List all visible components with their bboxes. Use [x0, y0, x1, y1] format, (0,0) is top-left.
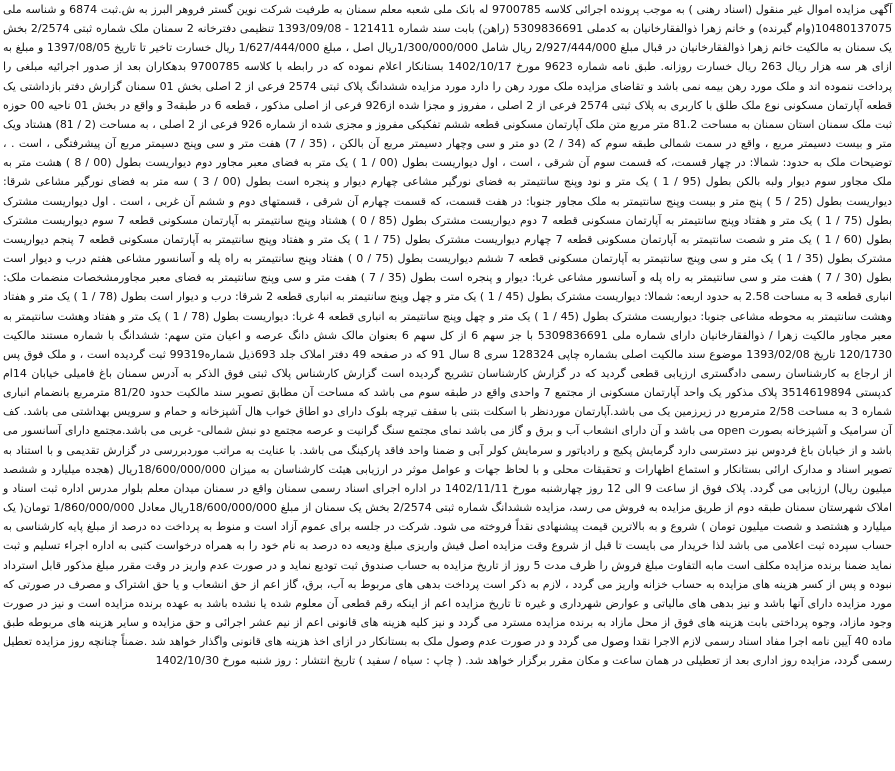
auction-notice-text: آگهی مزایده اموال غیر منقول (اسناد رهنی ) به موجب پرونده اجرائی کلاسه 9700785 له بانک ملی شعبه معلم سمنان به طرفیت شرکت نوین گستر فروهر البرز به ش.ثبت 6874 و شناسه ملی 10480137075(وام گیرنده) و خانم زهرا ذوالفقارخانیان به کدملی 5309836691 (راهن) بابت سند شماره 121411 - 1393/09/08 تنظیمی دفترخانه 2 سمنان ملک شماره ثبتی 2/2574 بخش یک سمنان به مالکیت خانم زهرا ذوالفقارخانیان در قبال مبلغ 2/927/444/000 ریال شامل 1/300/000/000ریال اصل ، مبلغ 1/627/444/000 ریال خسارت تاخیر تا تاریخ 1397/08/05 و مبلغ به ازای هر سه هزار ریال 263 ریال خسارت روزانه. طبق نامه شماره 9623 مورخ 1402/10/17 بستانکار اعلام نموده که در رابطه با کلاسه 9700785 بدهکاران بعد از صدور اجرائیه مبلغی را پرداخت ننموده اند و ملک مورد رهن بیمه نمی باشد و تقاضای مزایده ملک مورد رهن را دارد مورد مزایده ششدانگ پلاک ثبتی 2574 فرعی از 2 اصلی بخش 01 سمنان گزارش دفتر بازداشتی یک قطعه آپارتمان مسکونی نوع ملک طلق با کاربری به پلاک ثبتی 2574 فرعی از 2 اصلی ، مفروز و مجزا شده از926 فرعی از اصلی مذکور ، قطعه 6 در طبقه3 و واقع در بخش 01 ناحیه 00 حوزه ثبت ملک سمنان استان سمنان به مساحت 81.2 متر مربع متن ملک آپارتمان مسکونی قطعه ششم تفکیکی مفروز و مجزی شده از شماره 926 فرعی از 2 اصلی ، به مساحت (2 / 81) هشتاد ویک متر و بیست دسیمتر مربع ، واقع در سمت شمالی طبقه سوم که (34 / 2) دو متر و سی وچهار دسیمتر مربع آن بالکن ، (35 / 7) هفت متر و سی وپنج دسیمتر مربع آن پیشرفتگی ، است . ، توضیحات ملک به حدود: شمالا: در چهار قسمت، که قسمت سوم آن شرقی ، است ، اول دیواریست بطول (00 / 1 ) یک متر به فضای معبر مجاور دوم دیواریست بطول (00 / 8 ) هشت متر به ملک مجاور سوم دیوار ولبه بالکن بطول (95 / 1 ) یک متر و نود وپنج سانتیمتر به فضای نورگیر مشاعی چهارم دیوار و پنجره است بطول (00 / 3 ) سه متر به فضای نورگیر مشاعی شرقا: دیواریست بطول (25 / 5 ) پنج متر و بیست وپنج سانتیمتر به ملک مجاور جنوبا: در هفت قسمت، که قسمت چهارم آن شرقی ، قسمتهای دوم و ششم آن غربی ، است . اول دیواریست مشترک بطول (75 / 1 ) یک متر و هفتاد وپنج سانتیمتر به آپارتمان مسکونی قطعه 7 دوم دیواریست مشترک بطول (85 / 0 ) هشتاد وپنج سانتیمتر به آپارتمان مسکونی قطعه 7 سوم دیواریست مشترک بطول (60 / 1 ) یک متر و شصت سانتیمتر به آپارتمان مسکونی قطعه 7 چهارم دیواریست مشترک بطول (75 / 1 ) یک متر و هفتاد وپنج سانتیمتر به آپارتمان مسکونی قطعه 7 پنجم دیواریست مشترک بطول (35 / 1 ) یک متر و سی وپنج سانتیمتر به آپارتمان مسکونی قطعه 7 ششم دیواریست بطول (75 / 0 ) هفتاد وپنج سانتیمتر به راه پله و آسانسور مشاعی هفتم درب و دیوار است بطول (30 / 7 ) هفت متر و سی سانتیمتر به راه پله و آسانسور مشاعی غربا: دیوار و پنجره است بطول (35 / 7 ) هفت متر و سی وپنج سانتیمتر به فضای معبر مجاورمشخصات منضمات ملک: انباری قطعه 3 به مساحت 2.58 به حدود اربعه: شمالا: دیواریست مشترک بطول (45 / 1 ) یک متر و چهل وپنج سانتیمتر به انباری قطعه 2 شرقا: درب و دیوار است بطول (78 / 1 ) یک متر و هفتاد وهشت سانتیمتر به محوطه مشاعی جنوبا: دیواریست مشترک بطول (45 / 1 ) یک متر و چهل وپنج سانتیمتر به انباری قطعه 4 غربا: دیواریست بطول (78 / 1 ) یک متر و هفتاد وهشت سانتیمتر به معبر مجاور مالکیت زهرا / ذوالفقارخانیان دارای شماره ملی 5309836691 با جز سهم 6 از کل سهم 6 بعنوان مالک شش دانگ عرصه و اعیان متن سهم: ششدانگ با شماره مستند مالکیت 120/1730 تاریخ 1393/02/08 موضوع سند مالکیت اصلی بشماره چاپی 128324 سری 8 سال 91 که در صفحه 49 دفتر املاک جلد 693ذیل شماره99319 ثبت گردیده است ، و ملک فوق پس از ارجاع به کارشناسان رسمی دادگستری ارزیابی قطعی گردید که در گزارش کارشناسان تشریح گردیده است گزارش کارشناس پلاک ثبتی فوق الذکر به آدرس سمنان باغ فامیلی خیابان 14ام کدپستی 3514619894 پلاک مذکور یک واحد آپارتمان مسکونی از مجتمع 7 واحدی واقع در طبقه سوم می باشد که مساحت آن مطابق تصویر سند مالکیت حدود 81/20 مترمربع بانضمام انباری شماره 3 به مساحت 2/58 مترمربع در زیرزمین یک می باشد.آپارتمان موردنظر با اسکلت بتنی با سقف تیرچه بلوک دارای دو اطاق خواب هال آشپزخانه و حمام و سرویس بهداشتی می باشد. کف آن سرامیک و آشپزخانه بصورت open می باشد و آن دارای انشعاب آب و برق و گاز می باشد نمای مجتمع سنگ گرانیت و عرصه مجتمع دو نبش شمالی- غربی می باشد.مجتمع دارای آسانسور می باشد و از خیابان باغ فردوس نیز دسترسی دارد گرمایش پکیج و رادیاتور و سرمایش کولر آبی و ضمنا واحد فاقد پارکینگ می باشد. با عنایت به مراتب موردبررسی در گزارش تقدیمی و با استناد به تصویر اسناد و مدارک ارائی بستانکار و استماع اظهارات و تحقیقات محلی و با لحاظ جهات و عوامل موثر در ارزیابی هیئت کارشناسان به میزان 18/600/000/000ریال (هجده میلیارد و ششصد میلیون ریال) ارزیابی می گردد. پلاک فوق از ساعت 9 الی 12 روز چهارشنبه مورخ 1402/11/11 در اداره اجرای اسناد رسمی سمنان واقع در سمنان میدان معلم بلوار مدرس اداره ثبت اسناد و املاک شهرستان سمنان طبقه دوم از طریق مزایده به فروش می رسد، مزایده ششدانگ شماره ثبتی 2/2574 بخش یک سمنان از مبلغ 18/600/000/000ریال معادل 1/860/000/000 تومان( یک میلیارد و هشتصد و شصت میلیون تومان ) شروع و به بالاترین قیمت پیشنهادی نقداً فروخته می شود. شرکت در جلسه برای عموم آزاد است و منوط به پرداخت ده درصد از مبلغ پایه کارشناسی به حساب سپرده ثبت اعلامی می باشد لذا خریدار می بایست تا قبل از شروع وقت مزایده اصل فیش واریزی مبلغ ودیعه ده درصد به نام خود را به همراه درخواست کتبی به اداره اجراء تسلیم و ثبت نماید ضمنا برنده مزایده مکلف است مابه التفاوت مبلغ فروش را ظرف مدت 5 روز از تاریخ مزایده به حساب صندوق ثبت تودیع نماید و در صورت عدم واریز در وقت مقرر مبلغ مذکور قابل استرداد نبوده و پس از کسر هزینه های مزایده به حساب خزانه واریز می گردد ، لازم به ذکر است پرداخت بدهی های مربوط به آب، برق، گاز اعم از حق انشعاب و یا حق اشتراک و مصرف در صورتی که مورد مزایده دارای آنها باشد و نیز بدهی های مالیاتی و عوارض شهرداری و غیره تا تاریخ مزایده اعم از اینکه رقم قطعی آن معلوم شده یا نشده باشد به عهده برنده مزایده است و نیز در صورت وجود مازاد، وجوه پرداختی بابت هزینه های فوق از محل مازاد به برنده مزایده مسترد می گردد و نیز کلیه هزینه های قانونی اعم از نیم عشر اجرائی و حق مزایده و سایر هزینه های مربوطه طبق ماده 40 آیین نامه اجرا مفاد اسناد رسمی لازم الاجرا نقدا وصول می گردد و در صورت عدم وصول ملک به بستانکار در ازای اخذ هزینه های قانونی واگذار خواهد شد .ضمناً چنانچه روز مزایده تعطیل رسمی گردد، مزایده روز اداری بعد از تعطیلی در همان ساعت و مکان مقرر برگزار خواهد شد. ( چاپ : سیاه / سفید ) تاریخ انتشار : روز شنبه مورخ 1402/10/30 [3, 3, 893, 668]
